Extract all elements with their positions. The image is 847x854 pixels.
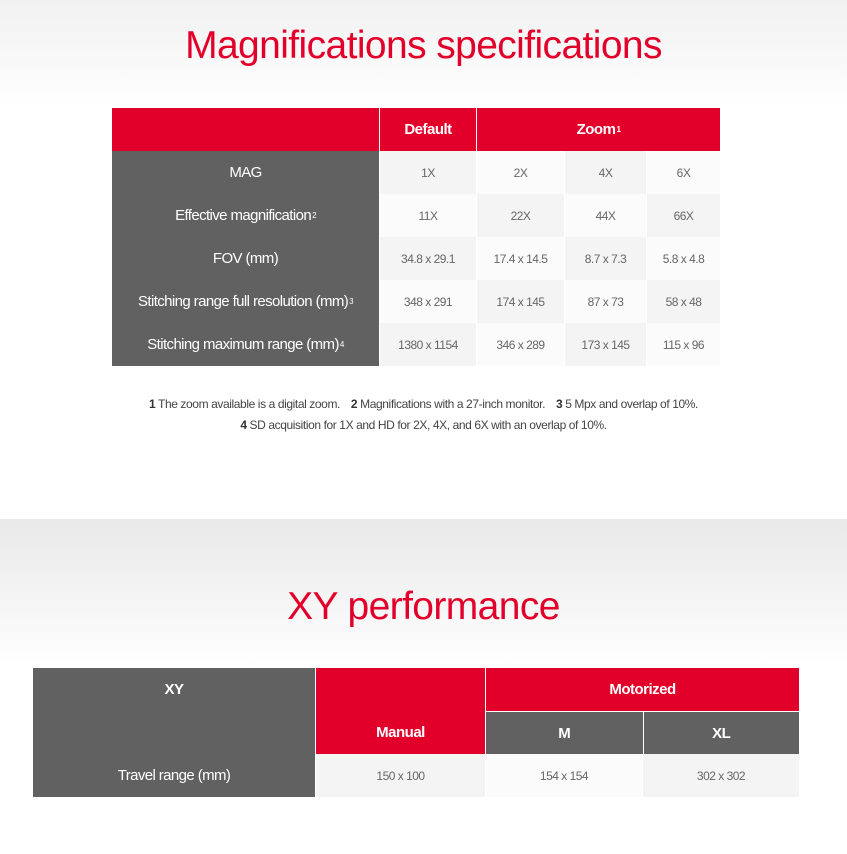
header-xy bbox=[33, 668, 315, 754]
row-label-text: FOV (mm) bbox=[212, 250, 279, 267]
magnifications-table bbox=[112, 108, 720, 366]
table-cell: 1380 x 1154 bbox=[379, 323, 476, 366]
footnote-number: 4 bbox=[240, 418, 247, 432]
footnote-text: The zoom available is a digital zoom. bbox=[158, 397, 340, 411]
table-cell: 8.7 x 7.3 bbox=[564, 237, 646, 280]
header-motorized-group bbox=[485, 668, 799, 754]
footnote-1 bbox=[149, 397, 340, 411]
table-cell: 348 x 291 bbox=[379, 280, 476, 323]
row-label bbox=[112, 237, 379, 280]
footnotes-line-2 bbox=[0, 415, 847, 436]
footnote-number: 1 bbox=[149, 397, 156, 411]
row-label: Stitching maximum range (mm) 4 bbox=[112, 323, 379, 366]
table-cell: 173 x 145 bbox=[564, 323, 646, 366]
header-default bbox=[379, 108, 476, 151]
table-cell: 17.4 x 14.5 bbox=[476, 237, 564, 280]
table-cell: 58 x 48 bbox=[646, 280, 720, 323]
footnotes-line-1 bbox=[0, 394, 847, 415]
xy-performance-table bbox=[33, 668, 799, 797]
table-cell: 174 x 145 bbox=[476, 280, 564, 323]
table-row bbox=[33, 754, 799, 797]
table-row bbox=[112, 323, 720, 366]
footnote-text: SD acquisition for 1X and HD for 2X, 4X, and 6X with an overlap of 10%. bbox=[249, 418, 607, 432]
table-cell: 34.8 x 29.1 bbox=[379, 237, 476, 280]
row-label-text: Stitching maximum range (mm) bbox=[147, 336, 339, 353]
header-default-label: Default bbox=[404, 121, 452, 138]
table-cell: 44X bbox=[564, 194, 646, 237]
magnifications-title: Magnifications specifications bbox=[185, 24, 662, 67]
table-cell: 2X bbox=[476, 151, 564, 194]
header-empty-cell bbox=[112, 108, 379, 151]
footnotes bbox=[0, 394, 847, 436]
row-label-text: Stitching range full resolution (mm) bbox=[137, 293, 349, 310]
table-cell: 302 x 302 bbox=[642, 754, 799, 797]
table-cell: 346 x 289 bbox=[476, 323, 564, 366]
header-zoom-label: Zoom bbox=[576, 121, 616, 138]
table-cell: 5.8 x 4.8 bbox=[646, 237, 720, 280]
table-cell: 115 x 96 bbox=[646, 323, 720, 366]
row-label bbox=[112, 151, 379, 194]
table-row bbox=[112, 151, 720, 194]
row-label-text: MAG bbox=[229, 164, 262, 181]
header-xl: XL bbox=[643, 712, 800, 754]
xy-performance-title: XY performance bbox=[287, 585, 560, 628]
header-manual-label: Manual bbox=[376, 724, 425, 741]
header-zoom: Zoom 1 bbox=[476, 108, 720, 151]
header-m: M bbox=[486, 712, 643, 754]
table-header-block bbox=[33, 668, 799, 754]
row-label: Travel range (mm) bbox=[33, 754, 315, 797]
table-cell: 154 x 154 bbox=[485, 754, 642, 797]
footnote-number: 2 bbox=[350, 397, 358, 411]
footnote-text: 5 Mpx and overlap of 10%. bbox=[565, 397, 698, 411]
header-manual bbox=[315, 668, 485, 754]
row-label: Stitching range full resolution (mm) 3 bbox=[112, 280, 379, 323]
header-motorized bbox=[486, 668, 799, 711]
table-header-row bbox=[112, 108, 720, 151]
table-cell: 150 x 100 bbox=[315, 754, 485, 797]
header-xy-label: XY bbox=[164, 681, 184, 698]
table-row bbox=[112, 280, 720, 323]
footnote-3 bbox=[556, 397, 698, 411]
footnote-text: Magnifications with a 27-inch monitor. bbox=[360, 397, 546, 411]
header-sub-row bbox=[486, 711, 799, 754]
footnote-number: 3 bbox=[555, 397, 563, 411]
footnote-4 bbox=[240, 418, 606, 432]
table-cell: 22X bbox=[476, 194, 564, 237]
header-motorized-label: Motorized bbox=[609, 681, 676, 698]
table-cell: 1X bbox=[379, 151, 476, 194]
row-label: Effective magnification 2 bbox=[112, 194, 379, 237]
footnote-2 bbox=[351, 397, 545, 411]
table-row bbox=[112, 194, 720, 237]
table-row bbox=[112, 237, 720, 280]
table-cell: 6X bbox=[646, 151, 720, 194]
table-cell: 11X bbox=[379, 194, 476, 237]
table-cell: 87 x 73 bbox=[564, 280, 646, 323]
table-cell: 4X bbox=[564, 151, 646, 194]
row-label-text: Effective magnification bbox=[175, 207, 312, 224]
table-cell: 66X bbox=[646, 194, 720, 237]
